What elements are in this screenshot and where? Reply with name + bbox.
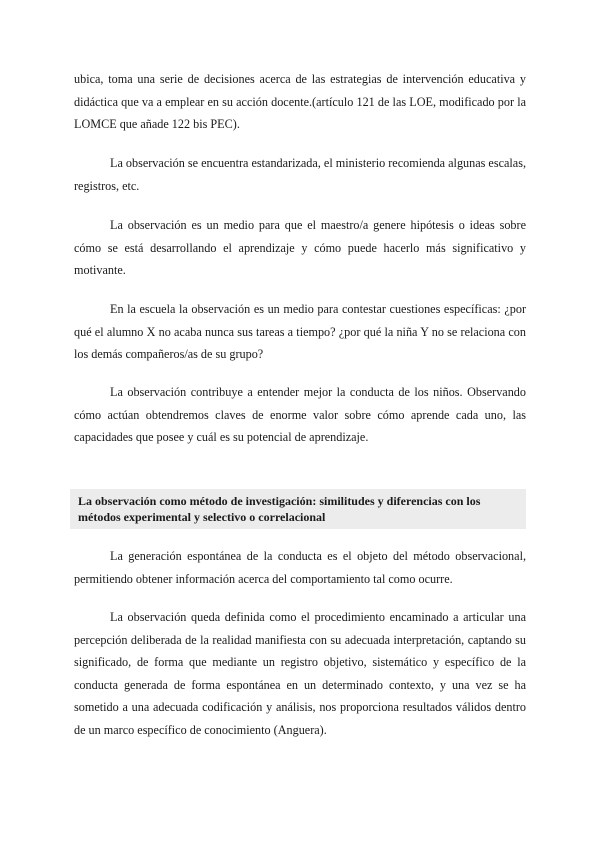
- paragraph-continuation: ubica, toma una serie de decisiones acerca de las estrategias de intervención educativa y didáctica que va a emplear en su acción docente.(artículo 121 de las LOE, modificado por la LOMCE que añade 122 bis PEC).: [74, 72, 526, 132]
- paragraph-spontaneous: La generación espontánea de la conducta es el objeto del método observacional, permitiendo obtener información acerca del comportamiento tal como ocurre.: [74, 549, 526, 586]
- paragraph-specific-questions: En la escuela la observación es un medio para contestar cuestiones específicas: ¿por qué el alumno X no acaba nunca sus tareas a tiempo? ¿por qué la niña Y no se relaciona con los demás compañeros/as de su grupo?: [74, 302, 526, 362]
- paragraph-definition: La observación queda definida como el procedimiento encaminado a articular una percepción deliberada de la realidad manifiesta con su adecuada interpretación, captando su significado, de forma que mediante un registro objetivo, sistemático y específico de la conducta generada de forma espontánea en un determinado contexto, y una vez se ha sometido a una adecuada codificación y análisis, nos proporciona resultados válidos dentro de un marco específico de conocimiento (Anguera).: [74, 610, 526, 737]
- paragraph-hypothesis: La observación es un medio para que el maestro/a genere hipótesis o ideas sobre cómo se está desarrollando el aprendizaje y cómo puede hacerlo más significativo y motivante.: [74, 218, 526, 278]
- paragraph-conduct: La observación contribuye a entender mejor la conducta de los niños. Observando cómo actúan obtendremos claves de enorme valor sobre cómo aprende cada uno, las capacidades que posee y cuál es su potencial de aprendizaje.: [74, 385, 526, 445]
- section-heading-box: [70, 489, 526, 529]
- section-heading: La observación como método de investigación: similitudes y diferencias con los métodos experimental y selectivo o correlacional: [78, 494, 481, 524]
- paragraph-standardized: La observación se encuentra estandarizada, el ministerio recomienda algunas escalas, registros, etc.: [74, 156, 526, 193]
